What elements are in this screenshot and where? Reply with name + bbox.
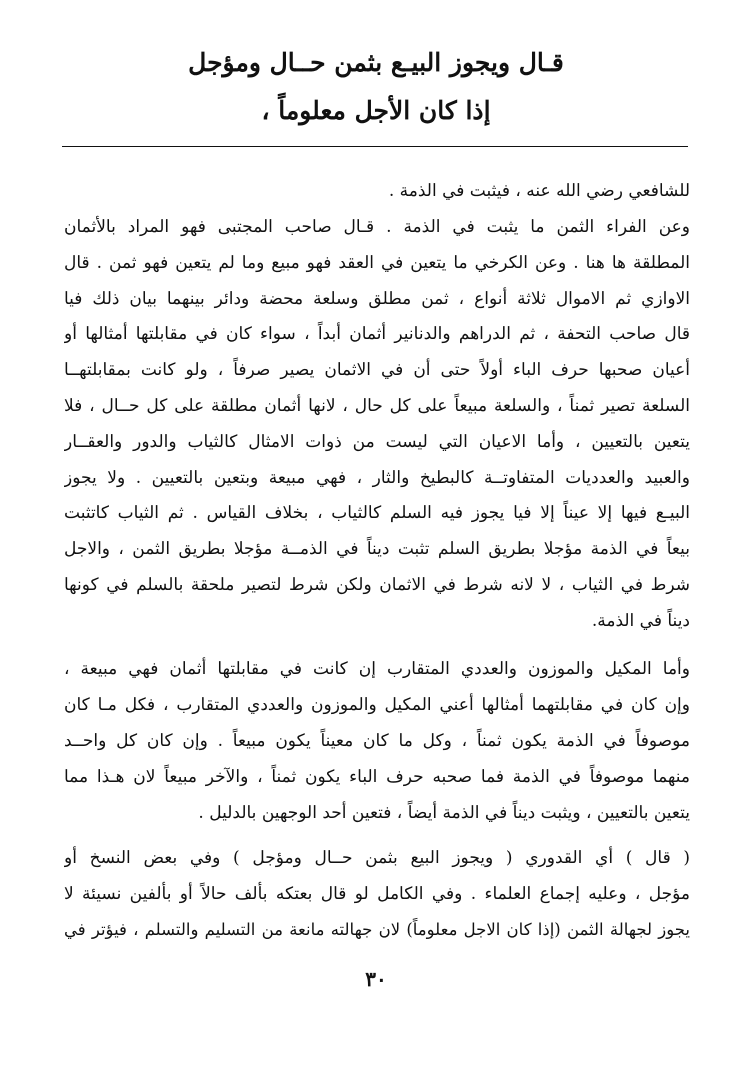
text-line: شرط في الثياب ، لا لانه شرط في الاثمان ولكن شرط لتصير ملحقة بالسلم في كونها xyxy=(64,575,690,595)
text-line: يتعين بالتعيين ، وأما الاعيان التي ليست من ذوات الامثال كالثياب والدور والعقــار xyxy=(64,432,690,452)
text-line: وعن الفراء الثمن ما يثبت في الذمة . قـال صاحب المجتبى فهو المراد بالأثمان xyxy=(64,217,690,237)
page-number: ٣٠ xyxy=(365,967,387,991)
text-line: يجوز لجهالة الثمن (إذا كان الاجل معلوماً) لان جهالته مانعة من التسليم والتسلم ، فيؤتر في xyxy=(64,920,690,939)
text-line: منهما موصوفاً في الذمة فما صحبه حرف الباء يكون ثمناً ، والآخر مبيعاً لان هـذا مما xyxy=(64,767,690,787)
text-line: قال صاحب التحفة ، ثم الدراهم والدنانير أثمان أبداً ، سواء كان في مقابلتها أمثالها أو xyxy=(64,324,690,344)
text-line: الاوازي ثم الاموال ثلاثة أنواع ، ثمن مطلق وسلعة محضة ودائر بينهما بيان ذلك فيا xyxy=(64,289,690,309)
text-line: ( قال ) أي القدوري ( ويجوز البيع بثمن حــال ومؤجل ) وفي بعض النسخ أو xyxy=(64,848,690,868)
text-line: للشافعي رضي الله عنه ، فيثبت في الذمة . xyxy=(388,181,690,201)
text-line: أعيان صحبها حرف الباء أولاً حتى أن في الاثمان يصير صرفاً ، ولو كانت بمقابلتهــا xyxy=(64,360,690,380)
text-line: والعبيد والعدديات المتفاوتــة كالبطيخ والثار ، فهي مبيعة وبتعين بالتعيين . ولا يجوز xyxy=(64,468,690,488)
text-line: المطلقة ها هنا . وعن الكرخي ما يتعين في العقد فهو مبيع وما لم يتعين فهو ثمن . قال xyxy=(64,253,690,273)
chapter-heading-line-2: إذا كان الأجل معلوماً ، xyxy=(261,96,491,125)
text-line: وإن كان في مقابلتهما أمثالها أعني المكيل والموزون والعددي المتقارب ، فكل مـا كان xyxy=(64,695,690,715)
text-line: السلعة تصير ثمناً ، والسلعة مبيعاً على كل حال ، لانها أثمان مطلقة على كل حــال ، فلا xyxy=(64,396,690,416)
text-line: ديناً في الذمة. xyxy=(591,611,690,631)
text-line: بيعاً في الذمة مؤجلا بطريق السلم تثبت ديناً في الذمــة مؤجلا بطريق الثمن ، والاجل xyxy=(64,539,690,559)
text-line: موصوفاً في الذمة يكون ثمناً ، وكل ما كان معيناً يكون مبيعاً . وإن كان كل واحــد xyxy=(64,731,690,751)
text-line: البيـع فيها إلا عيناً إلا فيا يجوز فيه السلم كالثياب ، بخلاف القياس . ثم الثياب كاتثبت xyxy=(64,503,690,523)
text-line: مؤجل ، وعليه إجماع العلماء . وفي الكامل لو قال بعتكه بألف حالاً أو بألفين نسيئة لا xyxy=(64,884,690,904)
text-line: وأما المكيل والموزون والعددي المتقارب إن كانت في مقابلتها أثمان فهي مبيعة ، xyxy=(64,659,690,679)
heading-divider xyxy=(62,146,688,147)
chapter-heading-line-1: قـال ويجوز البيـع بثمن حــال ومؤجل xyxy=(188,48,564,77)
text-line: يتعين بالتعيين ، ويثبت ديناً في الذمة أيضاً ، فتعين أحد الوجهين بالدليل . xyxy=(198,803,690,823)
